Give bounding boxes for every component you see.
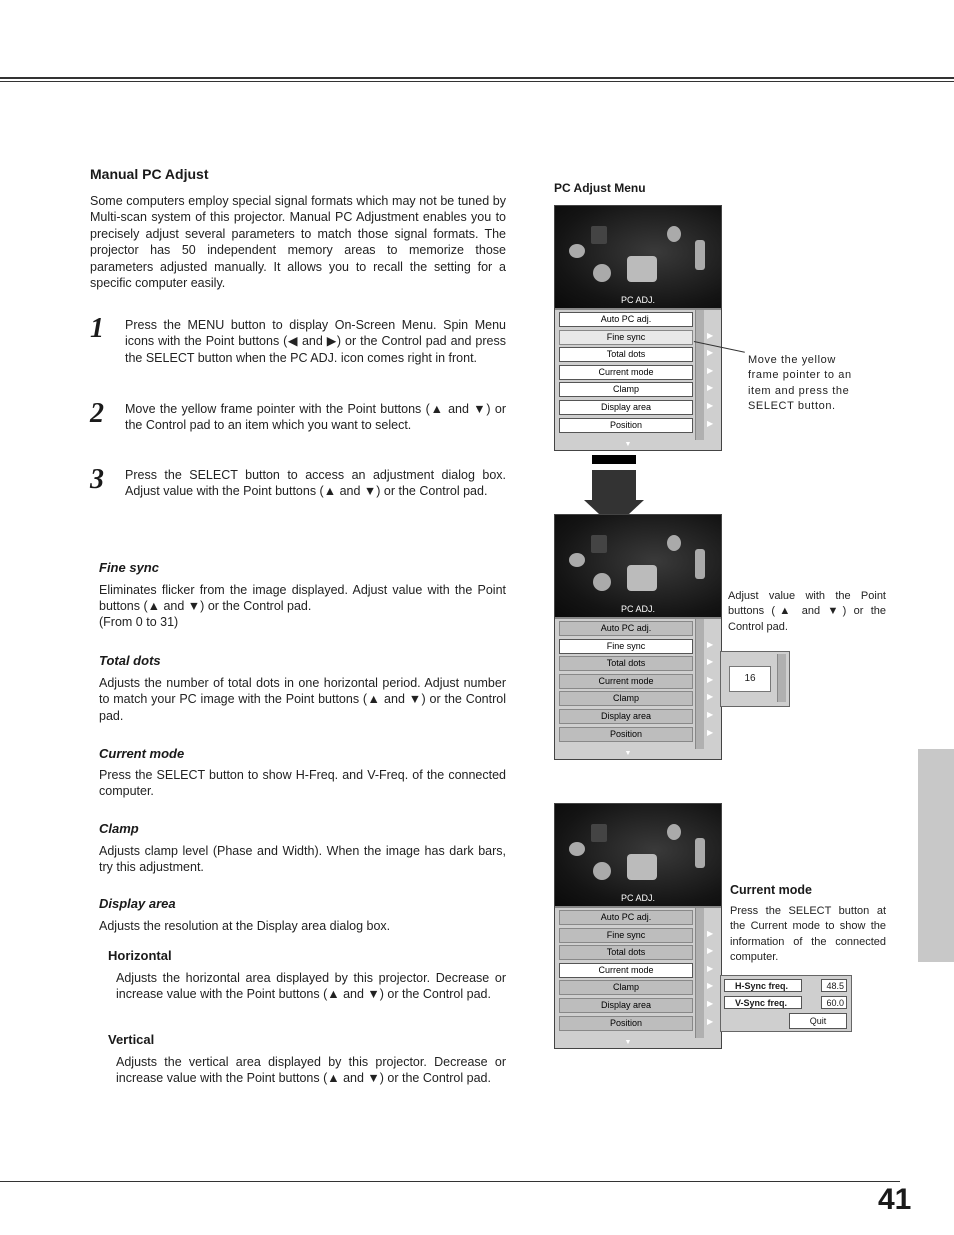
step-text-1: Press the MENU button to display On-Screen Menu. Spin Menu icons with the Point buttons (◀ and ▶) or the Control pad and press the SELECT button when the PC ADJ. icon comes right in front. <box>125 318 506 365</box>
pc-adjust-menu-panel-2 <box>554 514 722 760</box>
menu-list-1 <box>555 308 721 450</box>
text-current-mode: Press the SELECT button to show H-Freq. and V-Freq. of the connected computer. <box>99 768 506 799</box>
menu-item[interactable]: Clamp ▶ <box>555 978 721 996</box>
section-title: Manual PC Adjust <box>90 166 209 182</box>
heading-horizontal: Horizontal <box>108 948 172 963</box>
info-icon <box>695 549 705 579</box>
scroll-down-icon: ▼ <box>624 441 632 448</box>
menu-item[interactable]: Fine sync ▶ <box>555 926 721 944</box>
menu-item[interactable]: Auto PC adj. <box>555 908 721 926</box>
person-icon <box>667 226 681 242</box>
heading-total-dots: Total dots <box>99 653 161 668</box>
color-icon <box>593 573 611 591</box>
person-icon <box>667 535 681 551</box>
caption-move-pointer: Move the yellow frame pointer to an item and press the SELECT button. <box>748 354 852 413</box>
arrow-shaft <box>592 470 636 500</box>
menu-icon-carousel <box>555 515 721 617</box>
menu-icon-carousel <box>555 804 721 906</box>
person-icon <box>667 824 681 840</box>
image-icon <box>569 553 585 567</box>
hsync-label: H-Sync freq. <box>724 979 802 992</box>
pc-adj-icon <box>627 854 657 880</box>
menu-item[interactable]: Auto PC adj. <box>555 619 721 637</box>
image-icon <box>569 842 585 856</box>
menu-list-3 <box>555 906 721 1048</box>
menu-item[interactable]: Total dots ▶ <box>555 345 721 363</box>
menu-item[interactable]: Current mode ▶ <box>555 961 721 979</box>
value-stepper[interactable] <box>777 654 786 702</box>
current-mode-heading: Current mode <box>730 883 812 897</box>
menu-item[interactable]: Current mode ▶ <box>555 672 721 690</box>
pc-adjust-menu-panel-3 <box>554 803 722 1049</box>
heading-vertical: Vertical <box>108 1032 155 1047</box>
menu-item[interactable]: Display area ▶ <box>555 398 721 416</box>
image-icon <box>569 244 585 258</box>
screen-icon <box>591 535 607 553</box>
vsync-label: V-Sync freq. <box>724 996 802 1009</box>
text-horizontal: Adjusts the horizontal area displayed by this projector. Decrease or increase value with the Point buttons (▲ and ▼) or the Control pad. <box>116 971 506 1002</box>
menu-title: PC Adjust Menu <box>554 181 646 195</box>
arrow-bar <box>592 455 636 464</box>
menu-item[interactable]: Display area ▶ <box>555 996 721 1014</box>
heading-current-mode: Current mode <box>99 746 185 761</box>
screen-icon <box>591 226 607 244</box>
text-clamp: Adjusts clamp level (Phase and Width). When the image has dark bars, try this adjustment. <box>99 844 506 875</box>
fine-sync-value[interactable]: 16 <box>729 666 771 692</box>
quit-button[interactable]: Quit <box>789 1013 847 1029</box>
info-icon <box>695 838 705 868</box>
color-icon <box>593 264 611 282</box>
step-number-3: 3 <box>90 464 104 495</box>
menu-item[interactable]: Fine sync ▶ <box>555 328 721 346</box>
bottom-rule <box>0 1181 900 1182</box>
menu-item[interactable]: Position ▶ <box>555 1014 721 1032</box>
menu-item[interactable]: Clamp ▶ <box>555 380 721 398</box>
top-rule <box>0 77 954 79</box>
hsync-value: 48.5 <box>821 979 847 992</box>
menu-item[interactable]: Clamp ▶ <box>555 689 721 707</box>
menu-item[interactable]: Display area ▶ <box>555 707 721 725</box>
screen-icon <box>591 824 607 842</box>
menu-list-2 <box>555 617 721 759</box>
pc-adj-label: PC ADJ. <box>620 893 655 903</box>
pc-adj-icon <box>627 256 657 282</box>
text-display-area: Adjusts the resolution at the Display area dialog box. <box>99 919 391 933</box>
step-number-1: 1 <box>90 313 104 344</box>
top-rule-thin <box>0 81 954 82</box>
pc-adj-label: PC ADJ. <box>620 295 655 305</box>
step-text-3: Press the SELECT button to access an adjustment dialog box. Adjust value with the Point buttons (▲ and ▼) or the Control pad. <box>125 468 506 499</box>
text-total-dots: Adjusts the number of total dots in one horizontal period. Adjust number to match your PC image with the Point buttons (▲ and ▼) or the Control pad. <box>99 676 506 723</box>
pc-adjust-menu-panel-1 <box>554 205 722 451</box>
info-icon <box>695 240 705 270</box>
menu-item[interactable]: Position ▶ <box>555 725 721 743</box>
step-text-2: Move the yellow frame pointer with the Point buttons (▲ and ▼) or the Control pad to an item which you want to select. <box>125 402 506 433</box>
side-tab <box>918 749 954 962</box>
note-fine-sync: (From 0 to 31) <box>99 615 179 629</box>
step-number-2: 2 <box>90 398 104 429</box>
pc-adj-label: PC ADJ. <box>620 604 655 614</box>
color-icon <box>593 862 611 880</box>
heading-display-area: Display area <box>99 896 176 911</box>
text-fine-sync: Eliminates flicker from the image displayed. Adjust value with the Point buttons (▲ and ▼) or the Control pad. <box>99 583 506 614</box>
menu-item[interactable]: Position ▶ <box>555 416 721 434</box>
menu-icon-carousel <box>555 206 721 308</box>
menu-item[interactable]: Total dots ▶ <box>555 943 721 961</box>
caption-adjust-value: Adjust value with the Point buttons (▲ and ▼) or the Control pad. <box>728 590 886 633</box>
menu-item[interactable]: Auto PC adj. <box>555 310 721 328</box>
vsync-value: 60.0 <box>821 996 847 1009</box>
menu-item[interactable]: Fine sync ▶ <box>555 637 721 655</box>
caption-current-mode: Press the SELECT button at the Current mode to show the information of the connected computer. <box>730 905 886 964</box>
text-vertical: Adjusts the vertical area displayed by this projector. Decrease or increase value with the Point buttons (▲ and ▼) or the Control pad. <box>116 1055 506 1086</box>
intro-paragraph: Some computers employ special signal formats which may not be tuned by Multi-scan system of this projector. Manual PC Adjustment enables you to precisely adjust several parameters to match those signal formats. The projector has 50 independent memory areas to memorize those parameters adjusted manually. It allows you to recall the setting for a specific computer easily. <box>90 194 506 291</box>
heading-clamp: Clamp <box>99 821 139 836</box>
menu-item[interactable]: Total dots ▶ <box>555 654 721 672</box>
pc-adj-icon <box>627 565 657 591</box>
page-number: 41 <box>878 1183 912 1216</box>
scroll-down-icon: ▼ <box>624 750 632 757</box>
fine-sync-dialog <box>720 651 790 707</box>
scroll-down-icon: ▼ <box>624 1039 632 1046</box>
menu-item[interactable]: Current mode ▶ <box>555 363 721 381</box>
heading-fine-sync: Fine sync <box>99 560 159 575</box>
current-mode-dialog <box>720 975 852 1032</box>
